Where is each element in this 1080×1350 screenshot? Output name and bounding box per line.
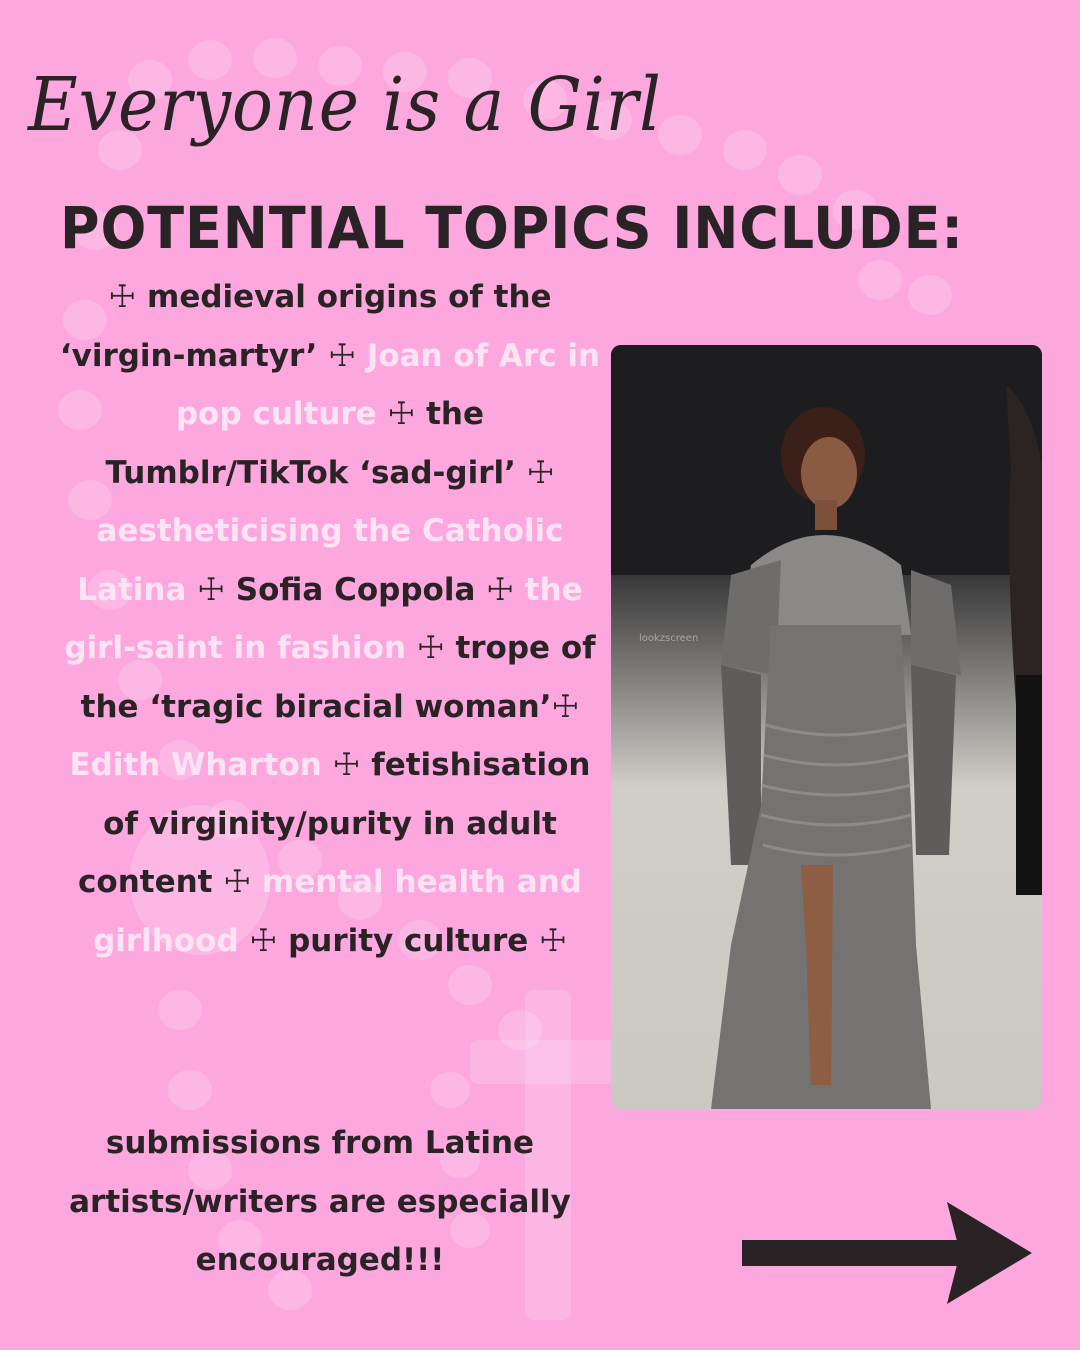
arrow-right-icon[interactable] [742, 1200, 1032, 1306]
cross-icon: ☩ [249, 922, 278, 959]
cross-icon: ☩ [387, 396, 416, 432]
topic-item: Joan of Arc in pop culture [175, 337, 601, 432]
cross-icon: ☩ [526, 454, 555, 491]
topic-item: the girl-saint in fashion [64, 571, 583, 666]
figure-illustration [611, 345, 1042, 1109]
headline: POTENTIAL TOPICS INCLUDE: [60, 194, 964, 262]
cross-icon: ☩ [328, 337, 356, 374]
script-title: Everyone is a Girl [28, 62, 662, 148]
topics-list [50, 268, 610, 970]
topic-item: the Tumblr/TikTok ‘sad-girl’ [105, 396, 516, 491]
cross-icon: ☩ [197, 571, 225, 608]
fashion-photo [611, 345, 1042, 1109]
cross-icon: ☩ [539, 922, 567, 959]
closing-note: submissions from Latine artists/writers are especially encouraged!!! [69, 1125, 571, 1278]
cross-icon: ☩ [223, 864, 252, 900]
cross-icon: ☩ [332, 747, 361, 783]
topic-item: mental health and girlhood [93, 864, 582, 959]
topic-item: Edith Wharton [69, 747, 322, 783]
topic-item: purity culture [288, 922, 529, 959]
topic-item: trope of the ‘tragic biracial woman’ [80, 630, 596, 725]
topic-item: fetishisation of virginity/purity in adult content [78, 747, 591, 900]
cross-icon: ☩ [416, 630, 445, 666]
topic-item: medieval origins of the ‘virgin-martyr’ [59, 279, 552, 374]
photo-watermark: lookzscreen [639, 633, 699, 644]
cross-icon: ☩ [551, 688, 580, 725]
cross-icon: ☩ [486, 571, 514, 608]
topic-item: aestheticising the Catholic Latina [77, 513, 564, 608]
topic-item: Sofia Coppola [235, 571, 476, 608]
cross-icon: ☩ [108, 279, 137, 315]
